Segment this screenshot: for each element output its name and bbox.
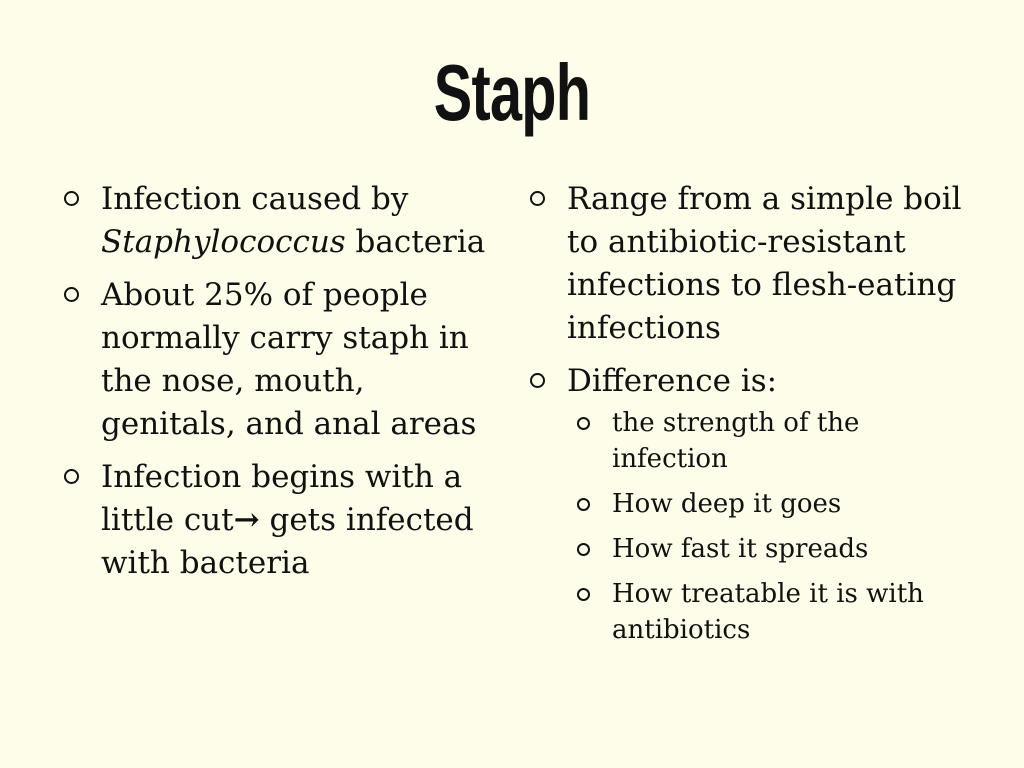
bullet-text-italic: Staphylococcus	[101, 224, 346, 260]
sub-list-item	[577, 531, 970, 567]
circle-bullet-icon	[530, 373, 545, 388]
circle-bullet-icon	[64, 287, 79, 302]
sub-bullet-text: How fast it spreads	[612, 534, 869, 564]
right-arrow-icon: →	[233, 502, 260, 538]
right-bullet-list	[530, 178, 970, 648]
sub-bullet-list	[577, 405, 970, 648]
circle-bullet-icon	[577, 588, 590, 601]
sub-bullet-text: How treatable it is with antibiotics	[612, 579, 924, 645]
list-item	[64, 456, 504, 585]
bullet-text-post: gets infected with bacteria	[101, 502, 474, 581]
bullet-text-post: bacteria	[345, 224, 486, 260]
bullet-text: About 25% of people normally carry staph in the nose, mouth, genitals, and anal areas	[101, 277, 477, 442]
circle-bullet-icon	[64, 191, 79, 206]
sub-bullet-text: How deep it goes	[612, 489, 842, 519]
list-item	[64, 274, 504, 446]
bullet-text-pre: Infection begins with a little cut	[101, 459, 463, 538]
bullet-text-pre: Infection caused by	[101, 181, 409, 217]
list-item	[530, 178, 970, 350]
circle-bullet-icon	[577, 543, 590, 556]
sub-list-item	[577, 576, 970, 648]
bullet-text: Difference is:	[567, 363, 778, 399]
right-column	[530, 178, 970, 658]
list-item	[530, 360, 970, 648]
sub-bullet-text: the strength of the infection	[612, 408, 860, 474]
circle-bullet-icon	[577, 417, 590, 430]
slide-title: Staph	[433, 48, 591, 137]
circle-bullet-icon	[530, 191, 545, 206]
bullet-text: Range from a simple boil to antibiotic-resistant infections to flesh-eating infections	[567, 181, 962, 346]
left-column	[64, 178, 504, 595]
circle-bullet-icon	[577, 498, 590, 511]
left-bullet-list	[64, 178, 504, 585]
sub-list-item	[577, 405, 970, 477]
sub-list-item	[577, 486, 970, 522]
circle-bullet-icon	[64, 469, 79, 484]
list-item	[64, 178, 504, 264]
